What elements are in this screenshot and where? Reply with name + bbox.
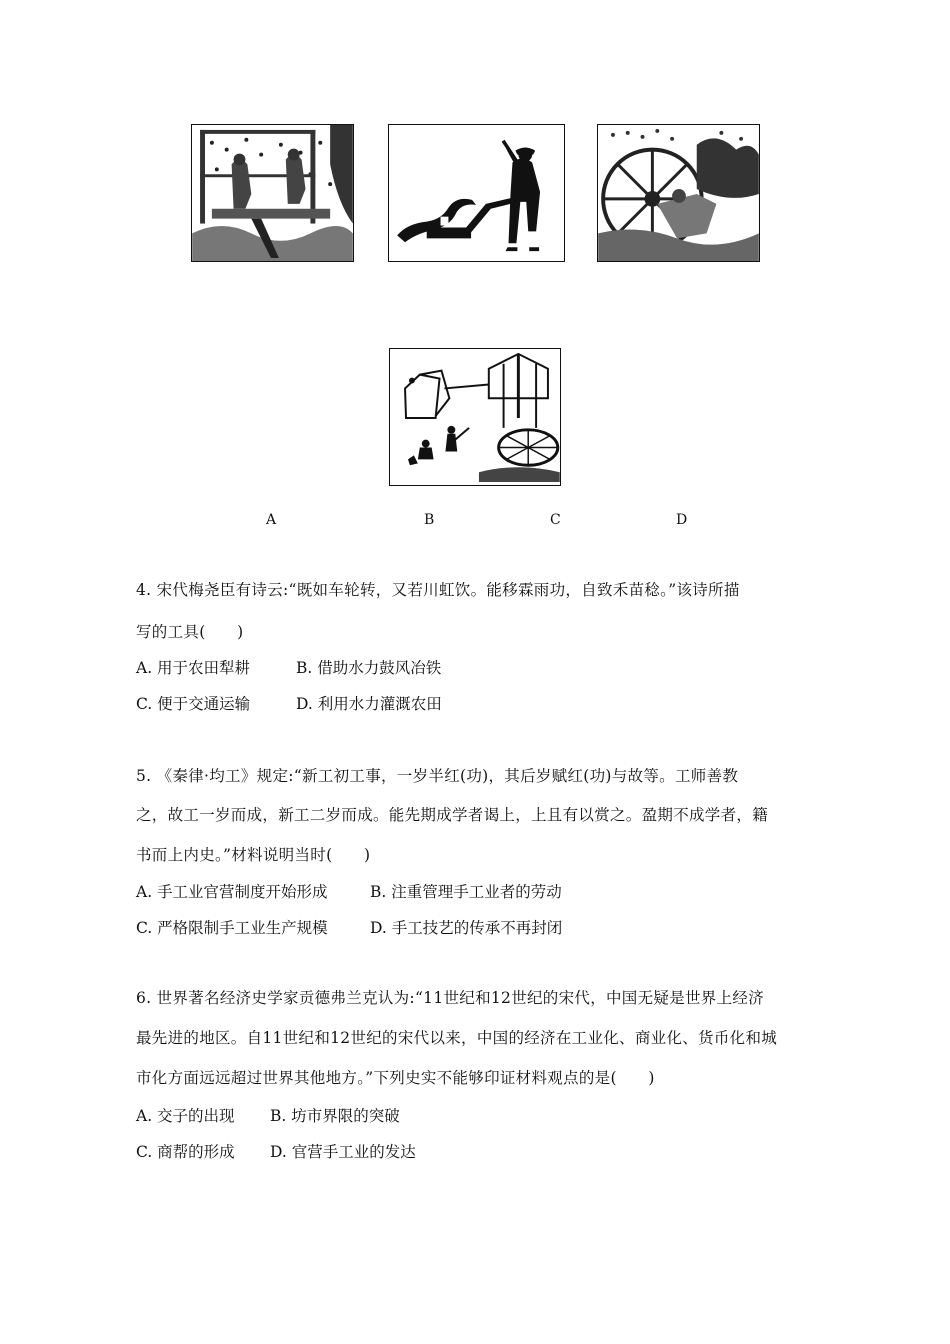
- question-6-option-b[interactable]: B. 坊市界限的突破: [270, 1107, 400, 1125]
- question-4-options-row-2: [136, 692, 442, 714]
- question-6-option-c[interactable]: C. 商帮的形成: [136, 1143, 235, 1161]
- question-6-stem-line-2: 最先进的地区。自11世纪和12世纪的宋代以来，中国的经济在工业化、商业化、货币化和城: [136, 1029, 778, 1047]
- question-5-options-row-2: [136, 916, 562, 938]
- figure-c-waterwheel-illustration: [597, 124, 760, 262]
- figure-label-c: C: [550, 512, 561, 528]
- figure-label-d: D: [676, 512, 688, 528]
- figure-label-b: B: [424, 512, 435, 528]
- figure-b-plough-illustration: [388, 124, 565, 262]
- question-5-option-b[interactable]: B. 注重管理手工业者的劳动: [370, 883, 562, 901]
- question-4-stem-line-1: 4. 宋代梅尧臣有诗云:“既如车轮转，又若川虹饮。能移霖雨功，自致禾苗稔。”该诗所描: [136, 581, 740, 599]
- question-6-option-d[interactable]: D. 官营手工业的发达: [270, 1143, 416, 1161]
- question-5-options-row-1: [136, 880, 562, 902]
- question-6-options-row-1: [136, 1104, 400, 1126]
- question-6-option-a[interactable]: A. 交子的出现: [136, 1107, 235, 1125]
- waterwheel-icon: [598, 125, 759, 261]
- question-5-option-d[interactable]: D. 手工技艺的传承不再封闭: [370, 919, 563, 937]
- question-4-option-b[interactable]: B. 借助水力鼓风冶铁: [296, 659, 442, 677]
- question-5-stem-line-2: 之，故工一岁而成，新工二岁而成。能先期成学者谒上，上且有以赏之。盈期不成学者，籍: [136, 806, 769, 824]
- woodcut-irrigation-icon: [192, 125, 353, 261]
- water-bellows-icon: [390, 349, 560, 485]
- question-5-option-a[interactable]: A. 手工业官营制度开始形成: [136, 883, 328, 901]
- question-4-stem-line-2: 写的工具( ): [136, 623, 244, 641]
- question-5-option-c[interactable]: C. 严格限制手工业生产规模: [136, 919, 328, 937]
- question-4-options-row-1: [136, 656, 441, 678]
- question-4-option-a[interactable]: A. 用于农田犁耕: [136, 659, 251, 677]
- figure-d-water-bellows-illustration: [389, 348, 561, 486]
- question-4-option-c[interactable]: C. 便于交通运输: [136, 695, 251, 713]
- question-6-stem-line-1: 6. 世界著名经济史学家贡德弗兰克认为:“11世纪和12世纪的宋代，中国无疑是世界上经济: [136, 989, 765, 1007]
- question-5-stem-line-3: 书而上内史。”材料说明当时( ): [136, 846, 371, 864]
- question-6-stem-line-3: 市化方面远远超过世界其他地方。”下列史实不能够印证材料观点的是( ): [136, 1069, 655, 1087]
- plough-farmer-icon: [389, 125, 564, 261]
- figure-a-treadle-pump-illustration: [191, 124, 354, 262]
- question-6-options-row-2: [136, 1140, 416, 1162]
- question-4-option-d[interactable]: D. 利用水力灌溉农田: [296, 695, 442, 713]
- figure-label-a: A: [266, 512, 277, 528]
- question-5-stem-line-1: 5. 《秦律·均工》规定:“新工初工事，一岁半红(功)，其后岁赋红(功)与故等。工师善教: [136, 767, 739, 785]
